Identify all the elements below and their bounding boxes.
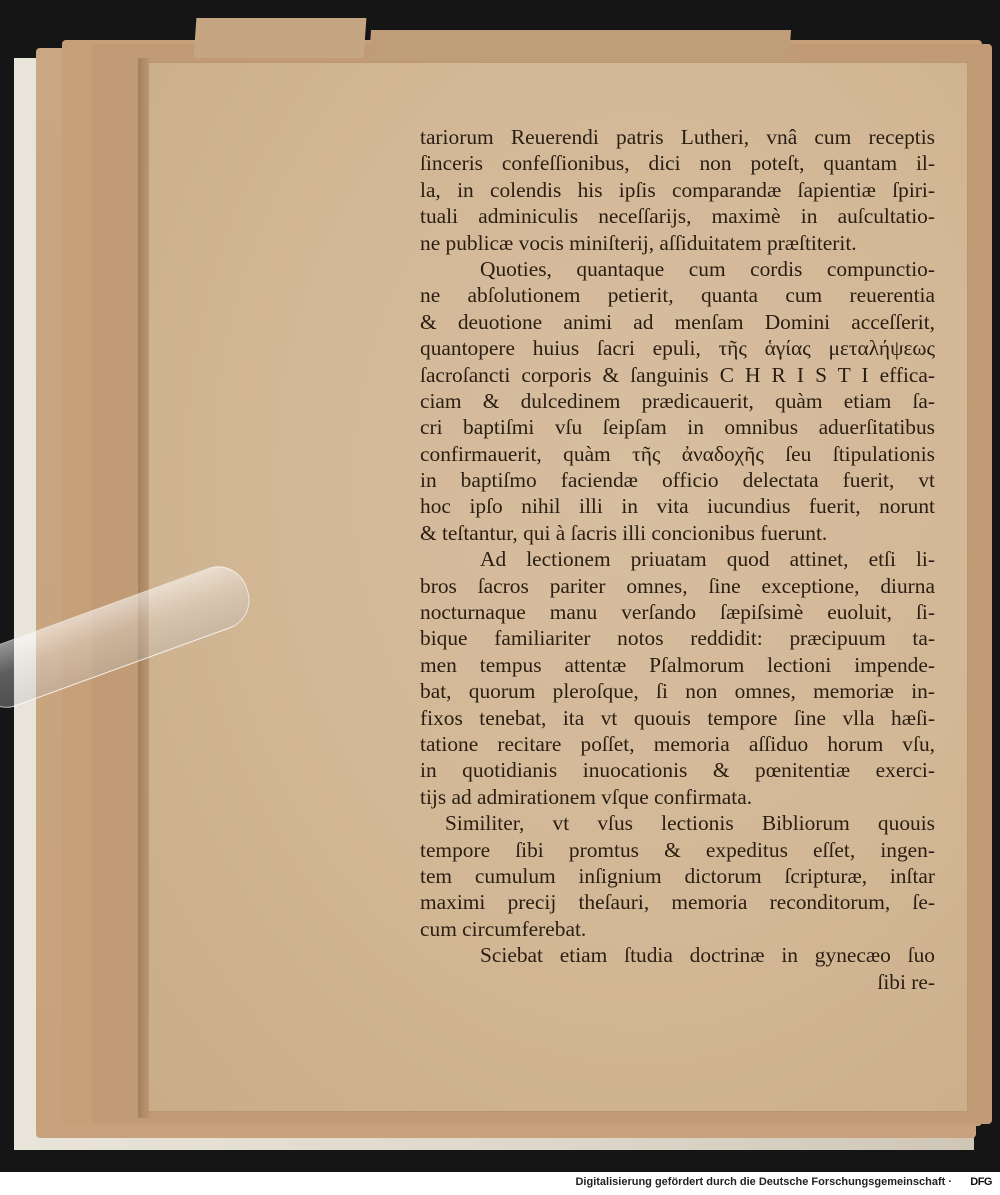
text-line: ne abſolutionem petierit, quanta cum reuerentia (420, 283, 935, 308)
text-line: fixos tenebat, ita vt quouis tempore ſine vlla hæſi- (420, 705, 935, 730)
page-text (420, 124, 935, 995)
funding-credit: Digitalisierung gefördert durch die Deutsche Forschungsgemeinschaft · (575, 1176, 952, 1188)
text-line: & deuotione animi ad menſam Domini acceſſerit, (420, 309, 935, 334)
text-line: cum circumferebat. (420, 916, 587, 941)
text-line: maximi precij theſauri, memoria reconditorum, ſe- (420, 890, 935, 915)
text-line: Similiter, vt vſus lectionis Bibliorum quouis (445, 811, 935, 836)
text-line: in baptiſmo faciendæ officio delectata fuerit, vt (420, 468, 935, 493)
text-line: la, in colendis his ipſis comparandæ ſapientiæ ſpiri- (420, 177, 935, 202)
torn-paper-tab (194, 18, 367, 58)
text-line: tijs ad admirationem vſque confirmata. (420, 784, 753, 809)
text-line: ſibi re- (877, 969, 935, 994)
text-line: tempore ſibi promtus & expeditus eſſet, ingen- (420, 837, 935, 862)
text-line: bat, quorum pleroſque, ſi non omnes, memoriæ in- (420, 679, 935, 704)
text-line: bros ſacros pariter omnes, ſine exceptione, diurna (420, 573, 935, 598)
text-line: hoc ipſo nihil illi in vita iucundius fuerit, norunt (420, 494, 935, 519)
text-line: Quoties, quantaque cum cordis compunctio- (480, 256, 935, 281)
text-line: ciam & dulcedinem prædicauerit, quàm etiam ſa- (420, 388, 935, 413)
text-line: tatione recitare poſſet, memoria aſſiduo horum vſu, (420, 731, 935, 756)
torn-paper-top-edge (369, 30, 791, 60)
text-line: confirmauerit, quàm τῆς ἀναδοχῆς ſeu ſtipulationis (420, 441, 935, 466)
text-line: Ad lectionem priuatam quod attinet, etſi li- (480, 547, 935, 572)
text-line: & teſtantur, qui à ſacris illi concionibus fuerunt. (420, 520, 828, 545)
text-line: cri baptiſmi vſu ſeipſam in omnibus aduerſitatibus (420, 415, 935, 440)
text-line: ſinceris confeſſionibus, dici non poteſt, quantam il- (420, 151, 935, 176)
text-line: in quotidianis inuocationis & pœnitentiæ exerci- (420, 758, 935, 783)
text-line: bique familiariter notos reddidit: præcipuum ta- (420, 626, 935, 651)
text-line: ne publicæ vocis miniſterij, aſſiduitatem præſtiterit. (420, 230, 857, 255)
text-line: Sciebat etiam ſtudia doctrinæ in gynecæo ſuo (480, 943, 935, 968)
footer-bar (0, 1172, 1000, 1195)
text-line: ſacroſancti corporis & ſanguinis C H R I S T I effica- (420, 362, 935, 387)
text-line: tem cumulum inſignium dictorum ſcripturæ, inſtar (420, 863, 935, 888)
dfg-logo: DFG (970, 1176, 992, 1188)
text-line: tariorum Reuerendi patris Lutheri, vnâ cum receptis (420, 125, 935, 149)
text-line: tuali adminiculis neceſſarijs, maximè in auſcultatio- (420, 204, 935, 229)
text-line: men tempus attentæ Pſalmorum lectioni impende- (420, 652, 935, 677)
text-line: nocturnaque manu verſando ſæpiſsimè euoluit, ſi- (420, 600, 935, 625)
text-line: quantopere huius ſacri epuli, τῆς ἁγίας μεταλήψεως (420, 336, 935, 361)
